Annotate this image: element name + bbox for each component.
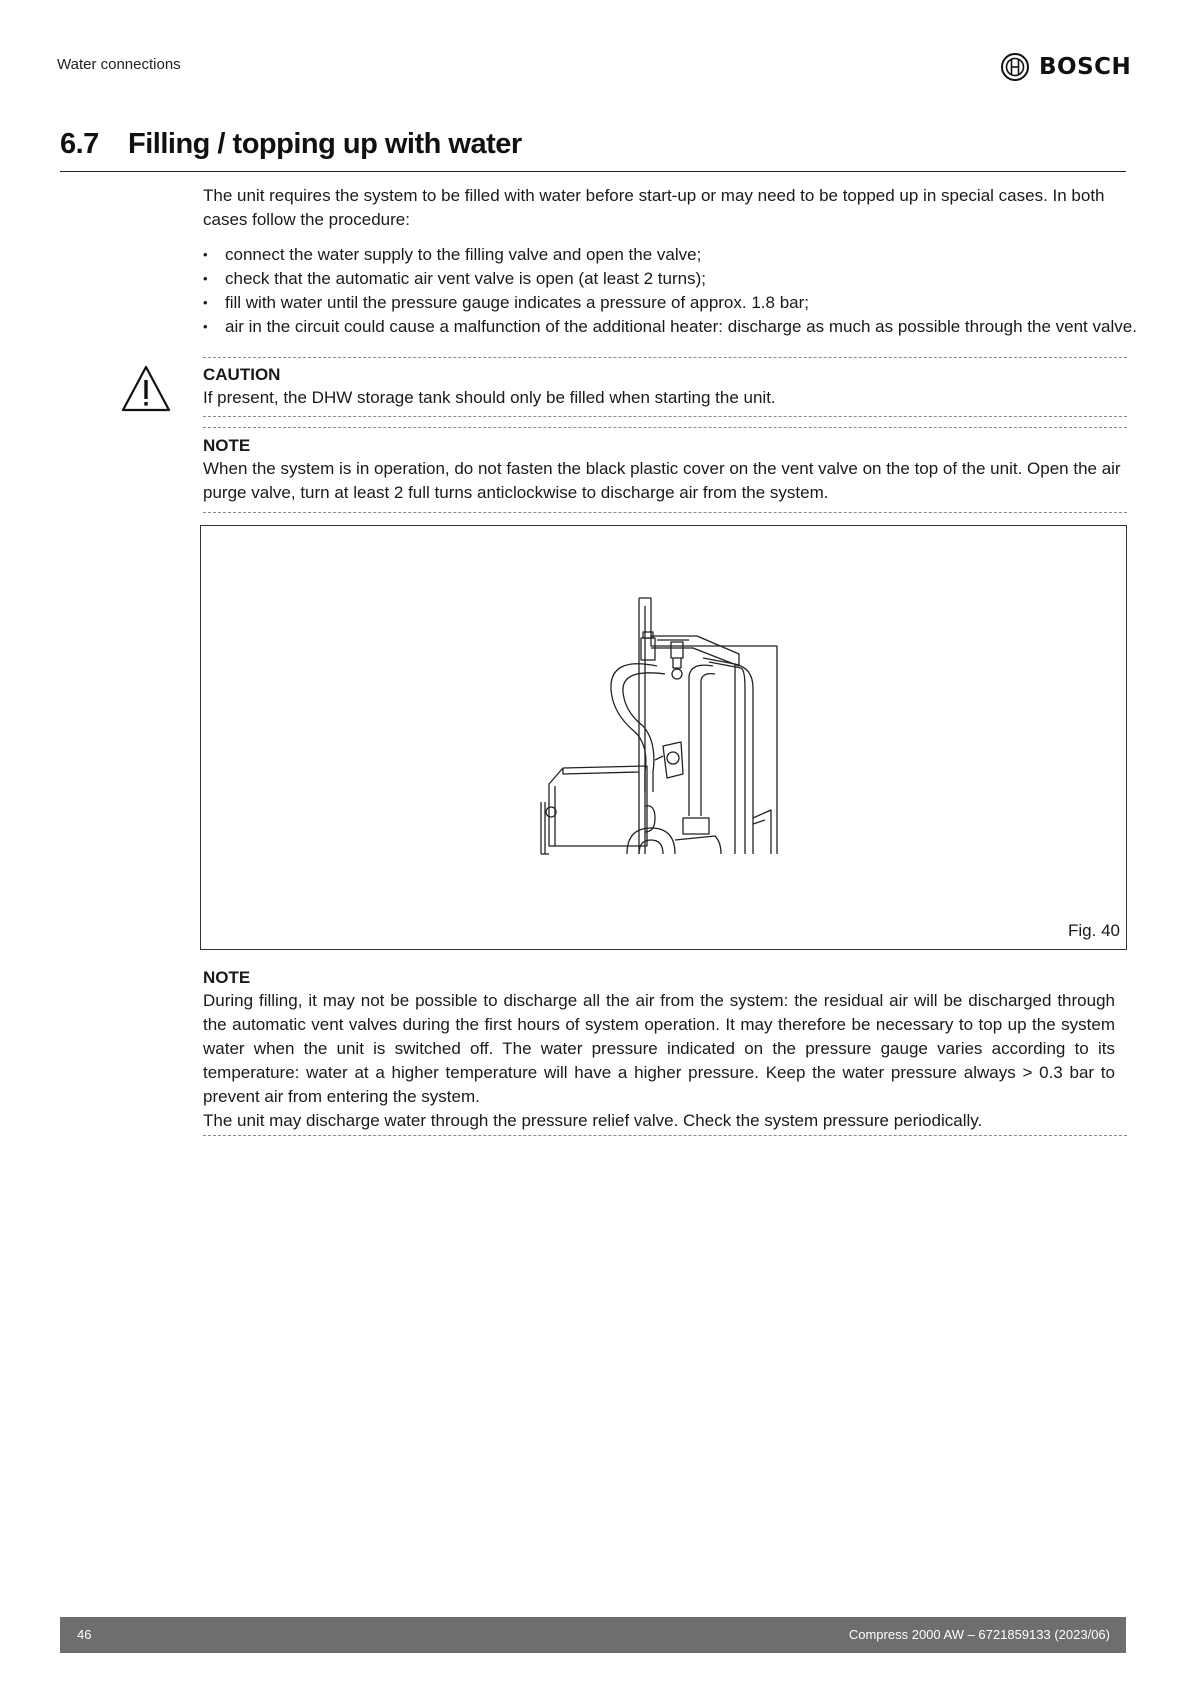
figure-caption: Fig. 40 (1068, 921, 1120, 940)
note1-bottom-divider (203, 512, 1127, 513)
list-item: • connect the water supply to the filling valve and open the valve; (203, 243, 1127, 267)
note-notice-2 (203, 967, 1127, 1133)
brand-wordmark: BOSCH (1039, 54, 1132, 80)
bosch-armature-icon (1000, 52, 1030, 82)
warning-triangle-icon (120, 364, 172, 414)
unit-illustration (539, 596, 789, 856)
list-item: • air in the circuit could cause a malfunction of the additional heater: discharge as much as possible through the vent valve. (203, 315, 1127, 339)
caution-notice (203, 364, 1127, 410)
note2-text-extra: The unit may discharge water through the pressure relief valve. Check the system pressure periodically. (203, 1111, 983, 1130)
note1-text: When the system is in operation, do not fasten the black plastic cover on the vent valve on the top of the unit. Open the air purge valve, turn at least 2 full turns anticlockwise to discharge air from the system. (203, 459, 1121, 502)
procedure-list (203, 243, 1137, 339)
note2-text: During filling, it may not be possible to discharge all the air from the system: the residual air will be discharged through the automatic vent valves during the first hours of system operation. It may therefore be necessary to top up the system water when the unit is switched off. The water pressure indicated on the pressure gauge varies according to its temperature: water at a higher temperature will have a higher pressure. Keep the water pressure always > 0.3 bar to prevent air from entering the system. (203, 991, 1115, 1106)
chapter-number: 6.7 (60, 128, 99, 160)
caution-top-divider (203, 357, 1127, 358)
note2-bottom-divider (203, 1135, 1127, 1136)
caution-bottom-divider (203, 416, 1127, 417)
document-reference: Compress 2000 AW – 6721859133 (2023/06) (848, 1627, 1110, 1642)
figure-frame (200, 525, 1127, 950)
chapter-title: Filling / topping up with water (128, 128, 522, 160)
caution-title: CAUTION (203, 365, 281, 384)
chapter-heading (60, 128, 522, 161)
running-header-section: Water connections (57, 56, 181, 73)
chapter-divider (60, 171, 1126, 172)
list-item: • check that the automatic air vent valve is open (at least 2 turns); (203, 267, 1127, 291)
note1-top-divider (203, 427, 1127, 428)
note1-title: NOTE (203, 436, 251, 455)
intro-paragraph: The unit requires the system to be filled with water before start-up or may need to be topped up in special cases. In both cases follow the procedure: (203, 186, 1105, 229)
page-footer (60, 1617, 1126, 1653)
page-number: 46 (77, 1627, 92, 1642)
note2-title: NOTE (203, 968, 251, 987)
bosch-logo (1000, 50, 1131, 84)
caution-text: If present, the DHW storage tank should only be filled when starting the unit. (203, 388, 776, 407)
list-item: • fill with water until the pressure gauge indicates a pressure of approx. 1.8 bar; (203, 291, 1127, 315)
note-notice-1 (203, 435, 1127, 505)
